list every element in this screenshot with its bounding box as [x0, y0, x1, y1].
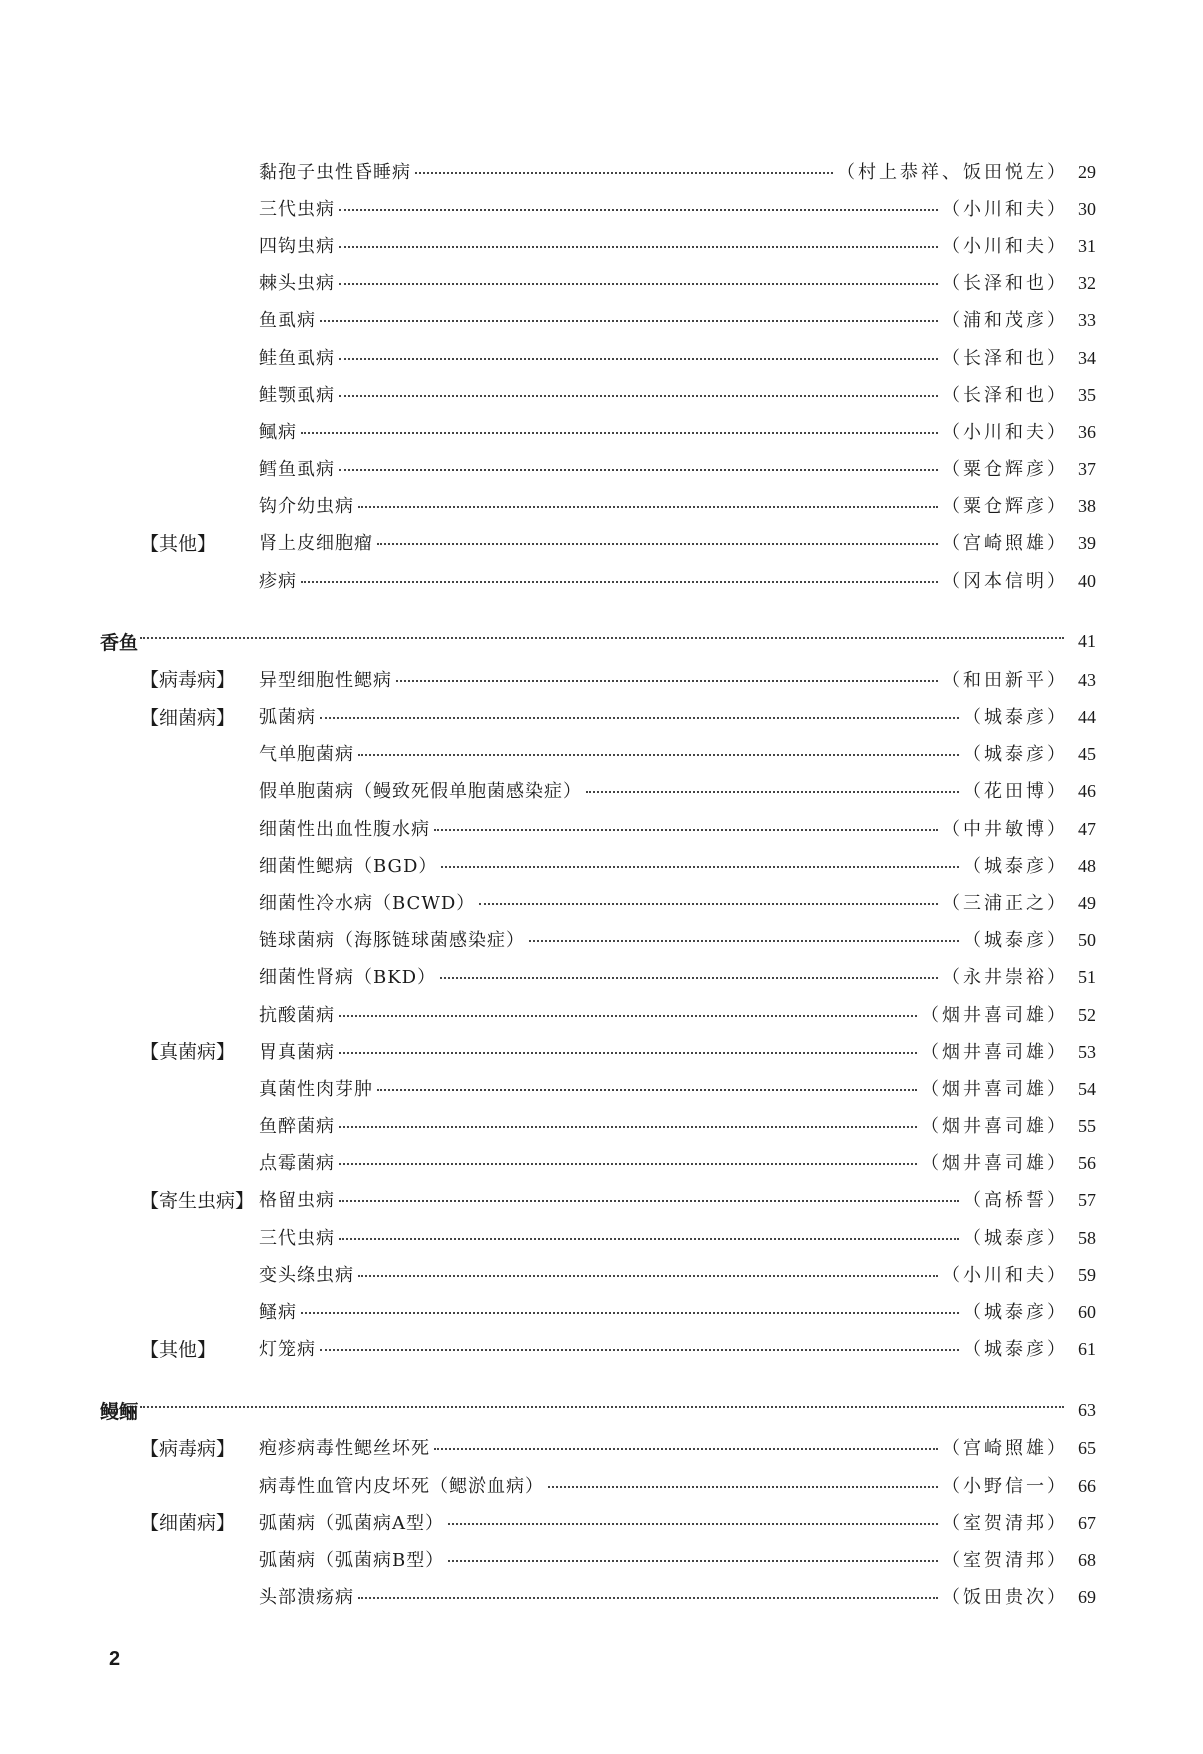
entry-line	[259, 666, 1096, 692]
section-title: 香鱼	[100, 632, 139, 655]
toc-entry[interactable]	[100, 1330, 1096, 1367]
entry-author: （中井敏博）	[942, 818, 1068, 840]
dot-leader	[358, 1596, 938, 1599]
dot-leader	[301, 1311, 959, 1314]
entry-title: 弧菌病	[259, 707, 316, 729]
entry-page: 43	[1078, 669, 1096, 690]
entry-line	[259, 1038, 1096, 1064]
entry-author: （小川和夫）	[942, 1264, 1068, 1286]
entry-author: （粟仓辉彦）	[942, 496, 1068, 518]
dot-leader	[415, 171, 833, 174]
dot-leader	[140, 1405, 1064, 1408]
entry-title: 异型细胞性鳃病	[259, 669, 392, 691]
toc-entry[interactable]	[100, 1578, 1096, 1615]
entry-author: （小川和夫）	[942, 235, 1068, 257]
entry-page: 54	[1078, 1078, 1096, 1099]
toc-entry[interactable]	[100, 561, 1096, 598]
toc-entry[interactable]	[100, 264, 1096, 301]
entry-page: 35	[1078, 384, 1096, 405]
toc-entry[interactable]	[100, 1503, 1096, 1540]
dot-leader	[448, 1522, 938, 1525]
entry-title: 链球菌病（海豚链球菌感染症）	[259, 930, 525, 952]
category-label: 【其他】	[140, 1338, 217, 1361]
toc-entry[interactable]	[100, 1032, 1096, 1069]
entry-page: 44	[1078, 707, 1096, 728]
dot-leader	[358, 753, 959, 756]
entry-page: 38	[1078, 496, 1096, 517]
section-title: 鳗鲡	[100, 1400, 139, 1423]
entry-line	[259, 1149, 1096, 1175]
toc-section[interactable]	[100, 1392, 1096, 1429]
dot-leader	[339, 357, 938, 360]
entry-page: 51	[1078, 967, 1096, 988]
entry-line	[259, 455, 1096, 481]
dot-leader	[479, 902, 938, 905]
dot-leader	[320, 319, 938, 322]
toc-entry[interactable]	[100, 883, 1096, 920]
dot-leader	[339, 1125, 917, 1128]
toc-entry[interactable]	[100, 995, 1096, 1032]
category-label: 【细菌病】	[140, 706, 236, 729]
toc-entry[interactable]	[100, 846, 1096, 883]
entry-title: 鲑颚虱病	[259, 384, 335, 406]
entry-title: 三代虫病	[259, 198, 335, 220]
dot-leader	[448, 1559, 938, 1562]
category-label: 【其他】	[140, 532, 217, 555]
entry-line	[259, 740, 1096, 766]
entry-title: 鳋病	[259, 1302, 297, 1324]
dot-leader	[320, 716, 959, 719]
dot-leader	[339, 1014, 917, 1017]
entry-line	[259, 1335, 1096, 1361]
entry-line	[259, 1434, 1096, 1460]
entry-title: 气单胞菌病	[259, 744, 354, 766]
category-label: 【细菌病】	[140, 1512, 236, 1535]
entry-author: （城泰彦）	[963, 1339, 1068, 1361]
section-page: 41	[1078, 631, 1096, 652]
entry-author: （长泽和也）	[942, 384, 1068, 406]
dot-leader	[320, 1348, 959, 1351]
entry-line	[259, 158, 1096, 184]
dot-leader	[548, 1485, 938, 1488]
toc-entry[interactable]	[100, 697, 1096, 734]
entry-title: 变头绦虫病	[259, 1264, 354, 1286]
entry-line	[259, 1075, 1096, 1101]
entry-line	[259, 344, 1096, 370]
entry-page: 50	[1078, 930, 1096, 951]
toc-entry[interactable]	[100, 189, 1096, 226]
entry-author: （小川和夫）	[942, 421, 1068, 443]
entry-title: 三代虫病	[259, 1227, 335, 1249]
toc-entry[interactable]	[100, 412, 1096, 449]
entry-page: 56	[1078, 1153, 1096, 1174]
entry-page: 67	[1078, 1512, 1096, 1533]
entry-page: 33	[1078, 310, 1096, 331]
entry-author: （城泰彦）	[963, 1302, 1068, 1324]
entry-title: 病毒性血管内皮坏死（鳃淤血病）	[259, 1475, 544, 1497]
entry-page: 55	[1078, 1116, 1096, 1137]
toc-section[interactable]	[100, 623, 1096, 660]
toc-entry[interactable]	[100, 487, 1096, 524]
entry-line	[259, 381, 1096, 407]
entry-page: 69	[1078, 1587, 1096, 1608]
entry-page: 52	[1078, 1004, 1096, 1025]
entry-author: （饭田贵次）	[942, 1587, 1068, 1609]
table-of-contents	[100, 152, 1096, 1615]
section-gap	[100, 1367, 1096, 1392]
entry-author: （烟井喜司雄）	[921, 1078, 1068, 1100]
entry-line	[259, 815, 1096, 841]
dot-leader	[529, 939, 959, 942]
entry-page: 66	[1078, 1475, 1096, 1496]
toc-entry[interactable]	[100, 1292, 1096, 1329]
dot-leader	[339, 1051, 917, 1054]
entry-author: （长泽和也）	[942, 273, 1068, 295]
dot-leader	[339, 208, 938, 211]
dot-leader	[339, 245, 938, 248]
entry-title: 鱼虱病	[259, 310, 316, 332]
entry-line	[259, 1472, 1096, 1498]
entry-page: 60	[1078, 1302, 1096, 1323]
entry-author: （烟井喜司雄）	[921, 1041, 1068, 1063]
entry-author: （烟井喜司雄）	[921, 1116, 1068, 1138]
entry-page: 30	[1078, 198, 1096, 219]
dot-leader	[339, 1199, 959, 1202]
entry-line	[259, 1224, 1096, 1250]
entry-title: 抗酸菌病	[259, 1004, 335, 1026]
entry-line	[259, 1112, 1096, 1138]
entry-page: 36	[1078, 421, 1096, 442]
entry-author: （城泰彦）	[963, 744, 1068, 766]
entry-title: 真菌性肉芽肿	[259, 1078, 373, 1100]
entry-line	[259, 1546, 1096, 1572]
toc-entry[interactable]	[100, 375, 1096, 412]
entry-line	[259, 232, 1096, 258]
category-label: 【病毒病】	[140, 669, 236, 692]
entry-page: 49	[1078, 892, 1096, 913]
dot-leader	[441, 865, 959, 868]
entry-line	[259, 777, 1096, 803]
toc-entry[interactable]	[100, 1218, 1096, 1255]
entry-title: 棘头虫病	[259, 273, 335, 295]
entry-page: 68	[1078, 1549, 1096, 1570]
entry-author: （高桥誓）	[963, 1190, 1068, 1212]
entry-author: （室贺清邦）	[942, 1549, 1068, 1571]
category-label: 【寄生虫病】	[140, 1189, 255, 1212]
entry-title: 格留虫病	[259, 1190, 335, 1212]
entry-author: （冈本信明）	[942, 570, 1068, 592]
entry-author: （城泰彦）	[963, 1227, 1068, 1249]
entry-author: （长泽和也）	[942, 347, 1068, 369]
dot-leader	[339, 468, 938, 471]
entry-page: 37	[1078, 459, 1096, 480]
entry-title: 细菌性肾病（BKD）	[259, 967, 437, 989]
entry-title: 细菌性鳃病（BGD）	[259, 855, 438, 877]
entry-title: 点霉菌病	[259, 1153, 335, 1175]
dot-leader	[140, 636, 1064, 639]
entry-line	[259, 1186, 1096, 1212]
entry-line	[259, 889, 1096, 915]
toc-entry[interactable]	[100, 1429, 1096, 1466]
entry-title: 细菌性出血性腹水病	[259, 818, 430, 840]
toc-entry[interactable]	[100, 958, 1096, 995]
entry-line	[259, 852, 1096, 878]
dot-leader	[396, 679, 938, 682]
entry-author: （宫崎照雄）	[942, 533, 1068, 555]
toc-entry[interactable]	[100, 1144, 1096, 1181]
entry-title: 肾上皮细胞瘤	[259, 533, 373, 555]
entry-line	[259, 269, 1096, 295]
dot-leader	[301, 431, 938, 434]
entry-line	[259, 567, 1096, 593]
entry-page: 57	[1078, 1190, 1096, 1211]
entry-title: 胃真菌病	[259, 1041, 335, 1063]
entry-title: 疹病	[259, 570, 297, 592]
section-gap	[100, 598, 1096, 623]
entry-author: （村上恭祥、饭田悦左）	[837, 161, 1068, 183]
dot-leader	[586, 790, 959, 793]
dot-leader	[301, 580, 938, 583]
entry-author: （室贺清邦）	[942, 1512, 1068, 1534]
entry-author: （烟井喜司雄）	[921, 1004, 1068, 1026]
entry-title: 鱼醉菌病	[259, 1116, 335, 1138]
entry-title: 疱疹病毒性鳃丝坏死	[259, 1438, 430, 1460]
entry-author: （花田博）	[963, 781, 1068, 803]
toc-entry[interactable]	[100, 1466, 1096, 1503]
toc-entry[interactable]	[100, 1181, 1096, 1218]
entry-page: 48	[1078, 855, 1096, 876]
dot-leader	[434, 1447, 938, 1450]
toc-entry[interactable]	[100, 1069, 1096, 1106]
entry-page: 53	[1078, 1041, 1096, 1062]
toc-entry[interactable]	[100, 809, 1096, 846]
toc-entry[interactable]	[100, 338, 1096, 375]
dot-leader	[339, 1237, 959, 1240]
entry-title: 细菌性冷水病（BCWD）	[259, 892, 476, 914]
toc-entry[interactable]	[100, 735, 1096, 772]
entry-title: 鳕鱼虱病	[259, 459, 335, 481]
entry-page: 59	[1078, 1264, 1096, 1285]
entry-page: 31	[1078, 235, 1096, 256]
entry-author: （烟井喜司雄）	[921, 1153, 1068, 1175]
entry-author: （宫崎照雄）	[942, 1438, 1068, 1460]
entry-title: 弧菌病（弧菌病B型）	[259, 1549, 445, 1571]
entry-author: （三浦正之）	[942, 892, 1068, 914]
toc-entry[interactable]	[100, 152, 1096, 189]
category-label: 【真菌病】	[140, 1041, 236, 1064]
toc-entry[interactable]	[100, 1255, 1096, 1292]
entry-line	[259, 195, 1096, 221]
toc-entry[interactable]	[100, 772, 1096, 809]
entry-line	[259, 926, 1096, 952]
entry-author: （城泰彦）	[963, 707, 1068, 729]
entry-author: （城泰彦）	[963, 930, 1068, 952]
entry-line	[259, 1261, 1096, 1287]
entry-author: （城泰彦）	[963, 855, 1068, 877]
entry-line	[259, 703, 1096, 729]
entry-line	[259, 1509, 1096, 1535]
entry-author: （和田新平）	[942, 669, 1068, 691]
toc-entry[interactable]	[100, 450, 1096, 487]
page-number: 2	[109, 1648, 121, 1670]
entry-line	[259, 306, 1096, 332]
dot-leader	[434, 828, 938, 831]
toc-entry[interactable]	[100, 226, 1096, 263]
entry-title: 头部溃疡病	[259, 1587, 354, 1609]
entry-line	[259, 1001, 1096, 1027]
entry-line	[259, 492, 1096, 518]
toc-entry[interactable]	[100, 1107, 1096, 1144]
entry-page: 45	[1078, 744, 1096, 765]
toc-entry[interactable]	[100, 1540, 1096, 1577]
entry-page: 65	[1078, 1438, 1096, 1459]
entry-page: 46	[1078, 781, 1096, 802]
entry-title: 鲺病	[259, 421, 297, 443]
entry-title: 灯笼病	[259, 1339, 316, 1361]
entry-author: （浦和茂彦）	[942, 310, 1068, 332]
entry-author: （小野信一）	[942, 1475, 1068, 1497]
entry-title: 假单胞菌病（鳗致死假单胞菌感染症）	[259, 781, 582, 803]
entry-page: 47	[1078, 818, 1096, 839]
entry-author: （小川和夫）	[942, 198, 1068, 220]
entry-page: 32	[1078, 273, 1096, 294]
entry-page: 39	[1078, 533, 1096, 554]
toc-entry[interactable]	[100, 524, 1096, 561]
toc-entry[interactable]	[100, 301, 1096, 338]
entry-line	[259, 963, 1096, 989]
entry-title: 钩介幼虫病	[259, 496, 354, 518]
dot-leader	[377, 1088, 917, 1091]
entry-page: 58	[1078, 1227, 1096, 1248]
entry-page: 40	[1078, 570, 1096, 591]
dot-leader	[339, 1162, 917, 1165]
dot-leader	[339, 282, 938, 285]
entry-title: 四钩虫病	[259, 235, 335, 257]
toc-entry[interactable]	[100, 921, 1096, 958]
dot-leader	[440, 976, 938, 979]
section-page: 63	[1078, 1399, 1096, 1420]
dot-leader	[358, 1274, 938, 1277]
entry-page: 61	[1078, 1339, 1096, 1360]
entry-author: （永井崇裕）	[942, 967, 1068, 989]
entry-author: （粟仓辉彦）	[942, 459, 1068, 481]
dot-leader	[377, 542, 938, 545]
dot-leader	[358, 505, 938, 508]
entry-title: 黏孢子虫性昏睡病	[259, 161, 411, 183]
entry-title: 弧菌病（弧菌病A型）	[259, 1512, 444, 1534]
entry-title: 鲑鱼虱病	[259, 347, 335, 369]
dot-leader	[339, 394, 938, 397]
toc-entry[interactable]	[100, 660, 1096, 697]
entry-page: 34	[1078, 347, 1096, 368]
entry-page: 29	[1078, 161, 1096, 182]
entry-line	[259, 418, 1096, 444]
entry-line	[259, 1298, 1096, 1324]
entry-line	[259, 529, 1096, 555]
category-label: 【病毒病】	[140, 1437, 236, 1460]
entry-line	[259, 1583, 1096, 1609]
